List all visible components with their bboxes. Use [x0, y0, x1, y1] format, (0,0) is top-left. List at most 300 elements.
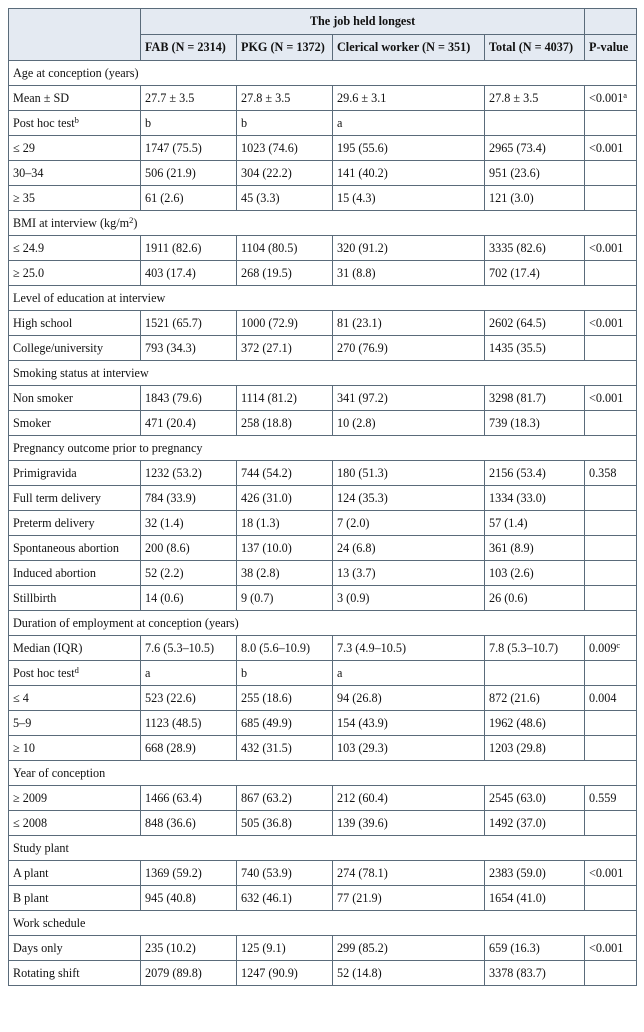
- cell-pkg-text: 268 (19.5): [241, 265, 292, 280]
- section-title: [9, 211, 637, 236]
- cell-total-text: 739 (18.3): [489, 415, 540, 430]
- cell-pkg: [237, 86, 333, 111]
- cell-clerical: [333, 511, 485, 536]
- cell-pkg: [237, 586, 333, 611]
- cell-clerical-text: 81 (23.1): [337, 315, 382, 330]
- row-label: [9, 486, 141, 511]
- row-label: [9, 711, 141, 736]
- cell-clerical-text: 7.3 (4.9–10.5): [337, 640, 407, 655]
- cell-total-text: 57 (1.4): [489, 515, 528, 530]
- section-header-row: [9, 61, 637, 86]
- cell-total-text: 3298 (81.7): [489, 390, 546, 405]
- section-title-tail: ): [133, 215, 138, 230]
- pvalue-superscript: c: [616, 639, 621, 650]
- cell-clerical-text: 212 (60.4): [337, 790, 388, 805]
- cell-fab: [141, 961, 237, 986]
- table-row: [9, 136, 637, 161]
- cell-pvalue: [585, 386, 637, 411]
- cell-fab-text: 506 (21.9): [145, 165, 196, 180]
- cell-fab-text: 1911 (82.6): [145, 240, 202, 255]
- cell-clerical: [333, 461, 485, 486]
- table-row: [9, 711, 637, 736]
- cell-fab-text: a: [145, 665, 151, 680]
- cell-fab-text: 403 (17.4): [145, 265, 196, 280]
- cell-pvalue: [585, 136, 637, 161]
- cell-fab: [141, 111, 237, 136]
- row-label-text: ≥ 10: [13, 740, 35, 755]
- cell-clerical-text: a: [337, 665, 343, 680]
- cell-fab: [141, 461, 237, 486]
- cell-pkg: [237, 386, 333, 411]
- cell-fab-text: 32 (1.4): [145, 515, 184, 530]
- cell-pkg-text: 18 (1.3): [241, 515, 280, 530]
- row-label-text: Post hoc test: [13, 115, 75, 130]
- section-header-row: [9, 761, 637, 786]
- section-title-text: Year of conception: [13, 765, 106, 780]
- cell-clerical-text: 180 (51.3): [337, 465, 388, 480]
- cell-clerical: [333, 486, 485, 511]
- table-row: [9, 161, 637, 186]
- characteristics-table: [8, 8, 637, 986]
- cell-pkg: [237, 861, 333, 886]
- cell-total-text: 1435 (35.5): [489, 340, 546, 355]
- section-title: [9, 761, 637, 786]
- cell-clerical: [333, 336, 485, 361]
- cell-total: [485, 336, 585, 361]
- table-row: [9, 636, 637, 661]
- table-row: [9, 236, 637, 261]
- cell-clerical-text: 13 (3.7): [337, 565, 376, 580]
- cell-pkg-text: 1023 (74.6): [241, 140, 298, 155]
- section-title-text: Pregnancy outcome prior to pregnancy: [13, 440, 203, 455]
- cell-total-text: 7.8 (5.3–10.7): [489, 640, 559, 655]
- cell-total: [485, 236, 585, 261]
- cell-clerical-text: 52 (14.8): [337, 965, 382, 980]
- row-label-text: ≤ 4: [13, 690, 29, 705]
- cell-clerical-text: 3 (0.9): [337, 590, 370, 605]
- section-title: [9, 361, 637, 386]
- row-label: [9, 661, 141, 686]
- cell-total: [485, 736, 585, 761]
- cell-total: [485, 936, 585, 961]
- cell-pkg: [237, 686, 333, 711]
- cell-clerical: [333, 86, 485, 111]
- row-label-text: ≥ 25.0: [13, 265, 45, 280]
- cell-pkg: [237, 486, 333, 511]
- row-label: [9, 861, 141, 886]
- row-label-text: Preterm delivery: [13, 515, 95, 530]
- cell-fab: [141, 936, 237, 961]
- cell-fab-text: 1123 (48.5): [145, 715, 202, 730]
- cell-total: [485, 86, 585, 111]
- cell-pkg-text: 38 (2.8): [241, 565, 280, 580]
- section-title-text: Smoking status at interview: [13, 365, 149, 380]
- row-label-text: Smoker: [13, 415, 51, 430]
- row-label: [9, 461, 141, 486]
- cell-fab: [141, 511, 237, 536]
- row-label-text: 5–9: [13, 715, 32, 730]
- cell-pkg-text: 258 (18.8): [241, 415, 292, 430]
- cell-fab-text: 27.7 ± 3.5: [145, 90, 195, 105]
- cell-pvalue-text: <0.001: [589, 940, 624, 955]
- row-label-text: ≤ 29: [13, 140, 35, 155]
- row-label-text: Spontaneous abortion: [13, 540, 119, 555]
- cell-clerical: [333, 736, 485, 761]
- cell-fab: [141, 811, 237, 836]
- section-title: [9, 436, 637, 461]
- section-header-row: [9, 211, 637, 236]
- cell-total: [485, 861, 585, 886]
- table-header: [9, 9, 637, 61]
- cell-clerical: [333, 711, 485, 736]
- header-col-pkg: PKG (N = 1372): [237, 35, 333, 61]
- row-label-text: Induced abortion: [13, 565, 96, 580]
- cell-clerical: [333, 786, 485, 811]
- table-row: [9, 411, 637, 436]
- cell-total-text: 2156 (53.4): [489, 465, 546, 480]
- section-title-text: Age at conception (years): [13, 65, 139, 80]
- cell-pkg-text: 9 (0.7): [241, 590, 274, 605]
- table-row: [9, 186, 637, 211]
- cell-total-text: 2383 (59.0): [489, 865, 546, 880]
- header-col-fab: FAB (N = 2314): [141, 35, 237, 61]
- cell-total: [485, 886, 585, 911]
- cell-pkg-text: 1104 (80.5): [241, 240, 298, 255]
- cell-pkg: [237, 661, 333, 686]
- cell-pkg: [237, 636, 333, 661]
- cell-pkg-text: 740 (53.9): [241, 865, 292, 880]
- section-title: [9, 836, 637, 861]
- cell-pkg: [237, 961, 333, 986]
- cell-clerical-text: 320 (91.2): [337, 240, 388, 255]
- cell-total: [485, 311, 585, 336]
- table-row: [9, 511, 637, 536]
- cell-fab: [141, 411, 237, 436]
- cell-fab: [141, 311, 237, 336]
- cell-clerical-text: 94 (26.8): [337, 690, 382, 705]
- cell-pvalue: [585, 661, 637, 686]
- cell-pkg-text: 505 (36.8): [241, 815, 292, 830]
- table-row: [9, 386, 637, 411]
- cell-total-text: 26 (0.6): [489, 590, 528, 605]
- cell-total: [485, 536, 585, 561]
- cell-clerical: [333, 586, 485, 611]
- cell-fab-text: 1232 (53.2): [145, 465, 202, 480]
- cell-pvalue-text: <0.001: [589, 140, 624, 155]
- section-title: [9, 61, 637, 86]
- cell-fab: [141, 86, 237, 111]
- cell-fab: [141, 486, 237, 511]
- cell-pvalue-text: 0.004: [589, 690, 617, 705]
- cell-clerical-text: 29.6 ± 3.1: [337, 90, 387, 105]
- section-title: [9, 286, 637, 311]
- cell-pvalue: [585, 561, 637, 586]
- cell-total: [485, 186, 585, 211]
- cell-clerical: [333, 861, 485, 886]
- cell-pkg: [237, 411, 333, 436]
- cell-total-text: 361 (8.9): [489, 540, 534, 555]
- cell-total-text: 951 (23.6): [489, 165, 540, 180]
- header-col-pvalue: P-value: [585, 35, 637, 61]
- row-label: [9, 336, 141, 361]
- cell-clerical-text: 154 (43.9): [337, 715, 388, 730]
- cell-pvalue: [585, 736, 637, 761]
- section-title: [9, 611, 637, 636]
- cell-pvalue: [585, 686, 637, 711]
- cell-pkg: [237, 111, 333, 136]
- cell-pvalue: [585, 336, 637, 361]
- cell-total-text: 27.8 ± 3.5: [489, 90, 539, 105]
- cell-clerical: [333, 636, 485, 661]
- cell-clerical: [333, 686, 485, 711]
- cell-clerical: [333, 811, 485, 836]
- cell-total-text: 1654 (41.0): [489, 890, 546, 905]
- cell-pvalue: [585, 936, 637, 961]
- row-label-text: ≤ 24.9: [13, 240, 45, 255]
- table-row: [9, 936, 637, 961]
- row-label: [9, 961, 141, 986]
- cell-total: [485, 961, 585, 986]
- cell-pkg: [237, 936, 333, 961]
- cell-pkg-text: 426 (31.0): [241, 490, 292, 505]
- cell-clerical-text: 299 (85.2): [337, 940, 388, 955]
- section-title-text: Duration of employment at conception (years): [13, 615, 239, 630]
- cell-clerical-text: 274 (78.1): [337, 865, 388, 880]
- table-row: [9, 886, 637, 911]
- table-row: [9, 261, 637, 286]
- row-label: [9, 511, 141, 536]
- cell-pkg-text: 255 (18.6): [241, 690, 292, 705]
- cell-fab-text: 14 (0.6): [145, 590, 184, 605]
- row-label-text: Rotating shift: [13, 965, 80, 980]
- cell-fab-text: 471 (20.4): [145, 415, 196, 430]
- section-title-text: Level of education at interview: [13, 290, 166, 305]
- cell-fab-text: 61 (2.6): [145, 190, 184, 205]
- row-label: [9, 311, 141, 336]
- cell-fab-text: 52 (2.2): [145, 565, 184, 580]
- cell-clerical-text: 139 (39.6): [337, 815, 388, 830]
- header-group-title: The job held longest: [141, 9, 585, 35]
- table-row: [9, 111, 637, 136]
- section-header-row: [9, 436, 637, 461]
- cell-pvalue-text: 0.358: [589, 465, 617, 480]
- cell-clerical-text: a: [337, 115, 343, 130]
- cell-clerical-text: 7 (2.0): [337, 515, 370, 530]
- cell-pvalue: [585, 536, 637, 561]
- row-label-text: Post hoc test: [13, 665, 75, 680]
- cell-pvalue: [585, 636, 637, 661]
- cell-pvalue: [585, 261, 637, 286]
- section-header-row: [9, 611, 637, 636]
- row-label-text: B plant: [13, 890, 49, 905]
- table-row: [9, 786, 637, 811]
- cell-pvalue-text: <0.001: [589, 390, 624, 405]
- row-label-text: ≥ 35: [13, 190, 35, 205]
- cell-pkg: [237, 336, 333, 361]
- cell-fab-text: 1466 (63.4): [145, 790, 202, 805]
- cell-fab-text: 7.6 (5.3–10.5): [145, 640, 215, 655]
- cell-fab-text: 793 (34.3): [145, 340, 196, 355]
- cell-total: [485, 386, 585, 411]
- row-label: [9, 186, 141, 211]
- cell-pvalue: [585, 161, 637, 186]
- cell-pkg: [237, 236, 333, 261]
- row-label: [9, 386, 141, 411]
- cell-pvalue: [585, 511, 637, 536]
- table-row: [9, 961, 637, 986]
- cell-fab-text: 1747 (75.5): [145, 140, 202, 155]
- cell-pvalue: [585, 811, 637, 836]
- cell-pkg: [237, 161, 333, 186]
- section-title-text: Work schedule: [13, 915, 86, 930]
- cell-fab-text: 1843 (79.6): [145, 390, 202, 405]
- table-row: [9, 861, 637, 886]
- row-label: [9, 936, 141, 961]
- pvalue-superscript: a: [623, 89, 628, 100]
- cell-clerical-text: 341 (97.2): [337, 390, 388, 405]
- cell-pkg-text: 125 (9.1): [241, 940, 286, 955]
- cell-total: [485, 136, 585, 161]
- row-label: [9, 736, 141, 761]
- cell-clerical: [333, 661, 485, 686]
- cell-pkg-text: 1000 (72.9): [241, 315, 298, 330]
- cell-pkg: [237, 886, 333, 911]
- cell-pvalue-text: <0.001: [589, 90, 624, 105]
- cell-total: [485, 261, 585, 286]
- row-label-text: A plant: [13, 865, 49, 880]
- row-label: [9, 636, 141, 661]
- cell-pvalue: [585, 186, 637, 211]
- cell-fab-text: b: [145, 115, 152, 130]
- row-label-text: High school: [13, 315, 73, 330]
- cell-pkg: [237, 511, 333, 536]
- cell-pkg: [237, 786, 333, 811]
- cell-pkg-text: 27.8 ± 3.5: [241, 90, 291, 105]
- cell-total: [485, 161, 585, 186]
- cell-clerical: [333, 261, 485, 286]
- section-title-text: Study plant: [13, 840, 69, 855]
- cell-total-text: 121 (3.0): [489, 190, 534, 205]
- cell-clerical: [333, 186, 485, 211]
- cell-total-text: 2602 (64.5): [489, 315, 546, 330]
- cell-pkg: [237, 536, 333, 561]
- row-label: [9, 111, 141, 136]
- cell-total: [485, 786, 585, 811]
- table-container: [8, 8, 636, 986]
- cell-clerical: [333, 136, 485, 161]
- cell-pkg-text: 1247 (90.9): [241, 965, 298, 980]
- cell-fab: [141, 711, 237, 736]
- row-label: [9, 536, 141, 561]
- cell-fab: [141, 786, 237, 811]
- cell-clerical: [333, 236, 485, 261]
- table-row: [9, 586, 637, 611]
- cell-fab: [141, 236, 237, 261]
- cell-total: [485, 111, 585, 136]
- row-label: [9, 886, 141, 911]
- cell-pvalue: [585, 586, 637, 611]
- cell-fab-text: 1521 (65.7): [145, 315, 202, 330]
- cell-clerical-text: 195 (55.6): [337, 140, 388, 155]
- row-label-superscript: b: [74, 114, 79, 125]
- cell-fab-text: 945 (40.8): [145, 890, 196, 905]
- cell-clerical-text: 77 (21.9): [337, 890, 382, 905]
- cell-pkg-text: 744 (54.2): [241, 465, 292, 480]
- cell-pkg-text: 8.0 (5.6–10.9): [241, 640, 311, 655]
- row-label: [9, 236, 141, 261]
- row-label-text: Non smoker: [13, 390, 73, 405]
- cell-pkg: [237, 186, 333, 211]
- table-row: [9, 811, 637, 836]
- cell-clerical: [333, 161, 485, 186]
- cell-total-text: 702 (17.4): [489, 265, 540, 280]
- table-row: [9, 536, 637, 561]
- cell-pvalue: [585, 461, 637, 486]
- cell-fab: [141, 586, 237, 611]
- cell-fab: [141, 686, 237, 711]
- cell-fab-text: 2079 (89.8): [145, 965, 202, 980]
- cell-pkg-text: 304 (22.2): [241, 165, 292, 180]
- cell-fab: [141, 536, 237, 561]
- table-row: [9, 486, 637, 511]
- row-label-text: Stillbirth: [13, 590, 57, 605]
- cell-total: [485, 461, 585, 486]
- cell-pvalue: [585, 961, 637, 986]
- cell-total: [485, 636, 585, 661]
- row-label: [9, 786, 141, 811]
- cell-total-text: 1334 (33.0): [489, 490, 546, 505]
- cell-fab: [141, 261, 237, 286]
- cell-fab-text: 200 (8.6): [145, 540, 190, 555]
- section-title-superscript: 2: [129, 214, 134, 225]
- cell-total-text: 1203 (29.8): [489, 740, 546, 755]
- cell-clerical-text: 10 (2.8): [337, 415, 376, 430]
- cell-pkg-text: 685 (49.9): [241, 715, 292, 730]
- cell-fab: [141, 186, 237, 211]
- cell-pkg-text: 137 (10.0): [241, 540, 292, 555]
- row-label: [9, 411, 141, 436]
- cell-total: [485, 686, 585, 711]
- row-label-text: Median (IQR): [13, 640, 83, 655]
- cell-total-text: 2545 (63.0): [489, 790, 546, 805]
- table-row: [9, 311, 637, 336]
- cell-pvalue: [585, 861, 637, 886]
- header-col-clerical: Clerical worker (N = 351): [333, 35, 485, 61]
- table-row: [9, 686, 637, 711]
- cell-pvalue: [585, 486, 637, 511]
- cell-total-text: 3378 (83.7): [489, 965, 546, 980]
- cell-total: [485, 711, 585, 736]
- cell-clerical-text: 141 (40.2): [337, 165, 388, 180]
- cell-total: [485, 586, 585, 611]
- cell-pvalue-text: <0.001: [589, 240, 624, 255]
- cell-pkg: [237, 561, 333, 586]
- cell-clerical-text: 103 (29.3): [337, 740, 388, 755]
- row-label-text: Days only: [13, 940, 63, 955]
- row-label: [9, 811, 141, 836]
- row-label: [9, 586, 141, 611]
- cell-total-text: 659 (16.3): [489, 940, 540, 955]
- header-col-total: Total (N = 4037): [485, 35, 585, 61]
- cell-clerical: [333, 111, 485, 136]
- section-header-row: [9, 286, 637, 311]
- cell-fab: [141, 886, 237, 911]
- row-label: [9, 161, 141, 186]
- cell-fab-text: 668 (28.9): [145, 740, 196, 755]
- cell-fab: [141, 336, 237, 361]
- table-row: [9, 661, 637, 686]
- cell-pvalue: [585, 236, 637, 261]
